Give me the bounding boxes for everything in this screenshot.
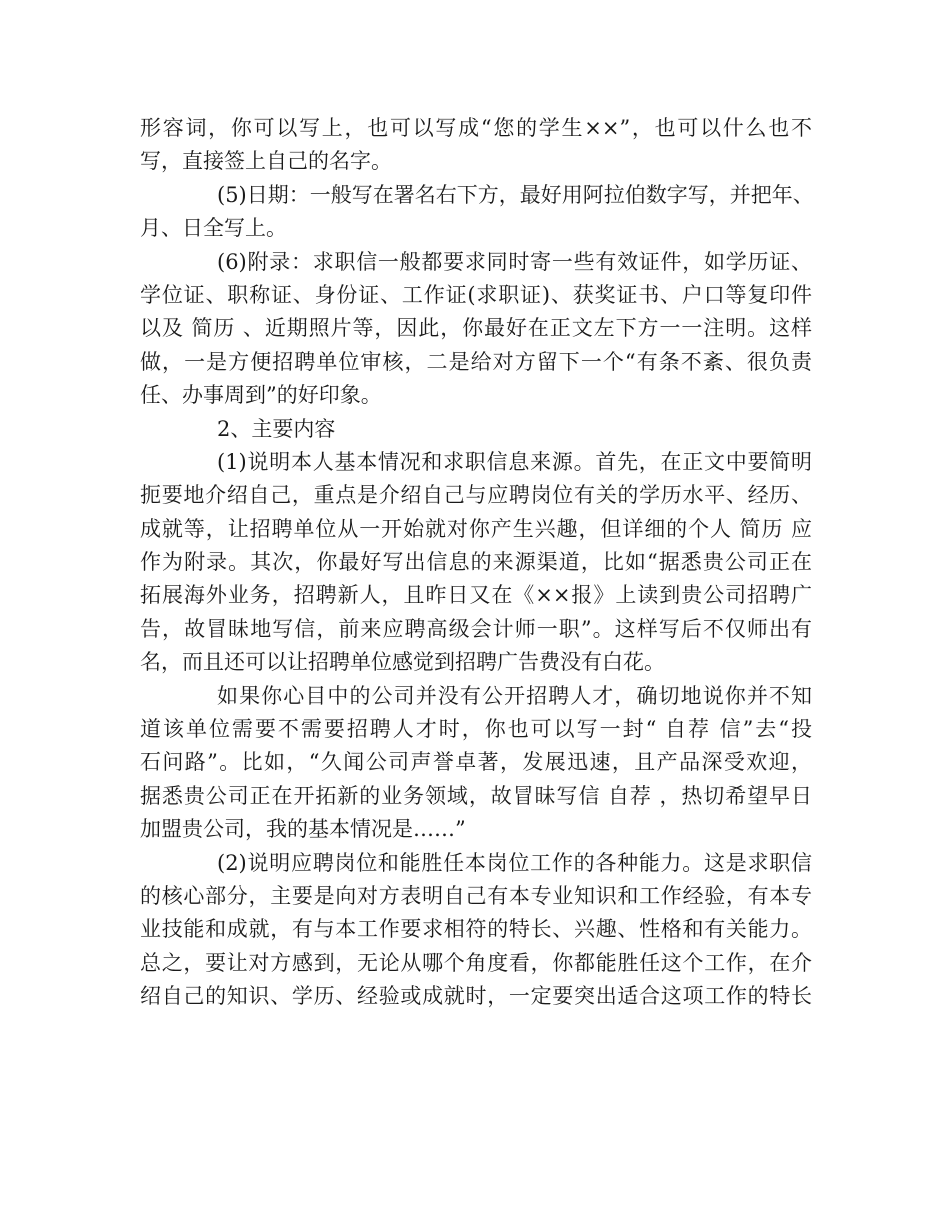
text-line: 学位证、职称证、身份证、工作证(求职证)、获奖证书、户口等复印件 [140, 282, 812, 307]
text-line: 写，直接签上自己的名字。 [140, 149, 392, 174]
text-line: 名，而且还可以让招聘单位感觉到招聘广告费没有白花。 [140, 650, 665, 675]
paragraph [140, 112, 812, 179]
text-line: 绍自己的知识、学历、经验或成就时，一定要突出适合这项工作的特长 [140, 984, 812, 1009]
paragraph [140, 413, 812, 446]
text-line: 石问路”。比如，“久闻公司声誉卓著，发展迅速，且产品深受欢迎， [140, 750, 812, 775]
text-line: 道该单位需要不需要招聘人才时，你也可以写一封“ 自荐 信”去“投 [140, 717, 812, 742]
paragraph [140, 680, 812, 847]
text-line: 拓展海外业务，招聘新人，且昨日又在《××报》上读到贵公司招聘广 [140, 583, 812, 608]
text-line: 总之，要让对方感到，无论从哪个角度看，你都能胜任这个工作，在介 [140, 950, 812, 975]
text-line: 任、办事周到”的好印象。 [140, 383, 382, 408]
paragraph [140, 246, 812, 413]
text-line: 形容词，你可以写上，也可以写成“您的学生××”，也可以什么也不 [140, 116, 812, 140]
paragraph [140, 847, 812, 1014]
text-line: 做，一是方便招聘单位审核，二是给对方留下一个“有条不紊、很负责 [140, 349, 812, 374]
text-line: 的核心部分，主要是向对方表明自己有本专业知识和工作经验，有本专 [140, 883, 812, 908]
text-line: (1)说明本人基本情况和求职信息来源。首先，在正文中要简明 [217, 449, 812, 474]
text-line: 加盟贵公司，我的基本情况是……” [140, 817, 466, 842]
text-line: (5)日期：一般写在署名右下方，最好用阿拉伯数字写，并把年、 [217, 182, 814, 207]
text-line: 扼要地介绍自己，重点是介绍自己与应聘岗位有关的学历水平、经历、 [140, 483, 812, 508]
text-line: (6)附录：求职信一般都要求同时寄一些有效证件，如学历证、 [217, 249, 812, 274]
text-line: 2、主要内容 [217, 416, 336, 441]
text-line: 以及 简历 、近期照片等，因此，你最好在正文左下方一一注明。这样 [140, 316, 812, 341]
document-body [140, 112, 812, 1014]
text-line: 成就等，让招聘单位从一开始就对你产生兴趣，但详细的个人 简历 应 [140, 516, 812, 541]
text-line: 业技能和成就，有与本工作要求相符的特长、兴趣、性格和有关能力。 [140, 917, 812, 942]
text-line: 如果你心目中的公司并没有公开招聘人才，确切地说你并不知 [217, 683, 812, 708]
text-line: 告，故冒昧地写信，前来应聘高级会计师一职”。这样写后不仅师出有 [140, 616, 812, 641]
paragraph [140, 179, 812, 246]
text-line: 据悉贵公司正在开拓新的业务领域，故冒昧写信 自荐 ，热切希望早日 [140, 783, 812, 808]
text-line: 月、日全写上。 [140, 216, 287, 241]
text-line: (2)说明应聘岗位和能胜任本岗位工作的各种能力。这是求职信 [217, 850, 812, 875]
paragraph [140, 446, 812, 680]
text-line: 作为附录。其次，你最好写出信息的来源渠道，比如“据悉贵公司正在 [140, 550, 812, 575]
